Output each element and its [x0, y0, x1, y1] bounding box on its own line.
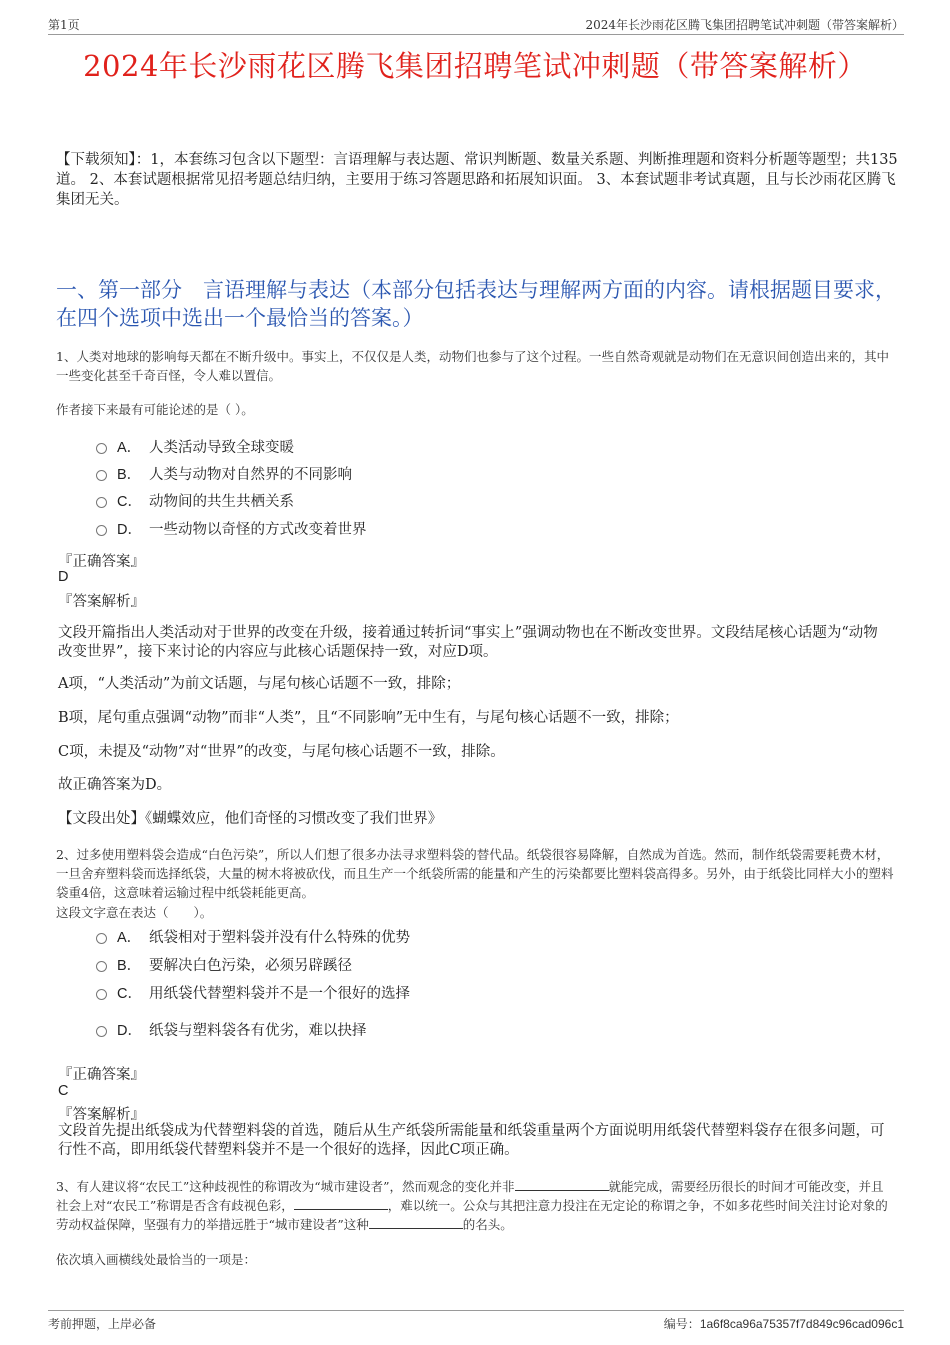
- q1-analysis-b: B项，尾句重点强调“动物”而非“人类”，且“不同影响”无中生有，与尾句核心话题不一致，排除；: [58, 710, 679, 726]
- q1-option-b[interactable]: B． 人类与动物对自然界的不同影响: [96, 463, 352, 483]
- q1-answer-label: 『正确答案』: [58, 554, 145, 570]
- q1-stem: 1、人类对地球的影响每天都在不断升级中。事实上，不仅仅是人类，动物们也参与了这个过程。一些自然奇观就是动物们在无意识间创造出来的，其中一些变化甚至千奇百怪，令人难以置信。: [56, 349, 889, 383]
- fill-blank-2[interactable]: [294, 1197, 388, 1210]
- q2-option-a[interactable]: A． 纸袋相对于塑料袋并没有什么特殊的优势: [96, 926, 410, 946]
- q2-option-b[interactable]: B． 要解决白色污染，必须另辟蹊径: [96, 954, 352, 974]
- q2-analysis-label: 『答案解析』: [58, 1107, 145, 1123]
- fill-blank-1[interactable]: [515, 1178, 609, 1191]
- radio-icon[interactable]: [96, 443, 107, 454]
- header-doc-title: 2024年长沙雨花区腾飞集团招聘笔试冲刺题（带答案解析）: [585, 18, 904, 32]
- download-notice: 【下载须知】：1，本套练习包含以下题型：言语理解与表达题、常识判断题、数量关系题、判断推理题和资料分析题等题型；共135道。 2、本套试题根据常见招考题总结归纳，主要用于练习答题思路和拓展知识面。 3、本套试题非考试真题，且与长沙雨花区腾飞集团无关。: [56, 152, 898, 208]
- page-title: 2024年长沙雨花区腾飞集团招聘笔试冲刺题（带答案解析）: [83, 49, 867, 83]
- q1-option-c[interactable]: C． 动物间的共生共栖关系: [96, 490, 294, 510]
- radio-icon[interactable]: [96, 525, 107, 536]
- page-footer: [48, 1310, 904, 1335]
- q1-analysis-main: 文段开篇指出人类活动对于世界的改变在升级，接着通过转折词“事实上”强调动物也在不断改变世界。文段结尾核心话题为“动物改变世界”，接下来讨论的内容应与此核心话题保持一致，对应D项。: [58, 625, 878, 660]
- q1-source: 【文段出处】《蝴蝶效应，他们奇怪的习惯改变了我们世界》: [58, 811, 443, 827]
- radio-icon[interactable]: [96, 989, 107, 1000]
- radio-icon[interactable]: [96, 933, 107, 944]
- radio-icon[interactable]: [96, 961, 107, 972]
- q3-stem: 3、有人建议将“农民工”这种歧视性的称谓改为“城市建设者”，然而观念的变化并非 就能完成，需要经历很长的时间才可能改变，并且社会上对“农民工”称谓是否含有歧视色彩， ，难以统一。公众与其把注意力投注在无定论的称谓之争，不如多花些时间关注讨论对象的劳动权益保障，坚强有力的举措远胜于“城市建设者”这种 的名头。: [56, 1179, 888, 1232]
- q2-question: 这段文字意在表达（ ）。: [56, 905, 213, 920]
- q1-analysis-conclusion: 故正确答案为D。: [58, 777, 172, 793]
- q1-analysis-label: 『答案解析』: [58, 594, 145, 610]
- q2-option-d[interactable]: D． 纸袋与塑料袋各有优劣，难以抉择: [96, 1019, 367, 1039]
- footer-code: 编号：1a6f8ca96a75357f7d849c96cad096c1: [663, 1317, 904, 1331]
- q1-option-d[interactable]: D． 一些动物以奇怪的方式改变着世界: [96, 518, 367, 538]
- q2-answer: C: [58, 1083, 69, 1099]
- q1-analysis-c: C项，未提及“动物”对“世界”的改变，与尾句核心话题不一致，排除。: [58, 744, 505, 760]
- q2-option-c[interactable]: C． 用纸袋代替塑料袋并不是一个很好的选择: [96, 982, 410, 1002]
- q1-question: 作者接下来最有可能论述的是（ ）。: [56, 402, 254, 417]
- q1-option-a[interactable]: A． 人类活动导致全球变暖: [96, 436, 294, 456]
- q2-stem: 2、过多使用塑料袋会造成“白色污染”，所以人们想了很多办法寻求塑料袋的替代品。纸袋很容易降解，自然成为首选。然而，制作纸袋需要耗费木材，一旦舍弃塑料袋而选择纸袋，大量的树木将被砍伐，而且生产一个纸袋所需的能量和产生的污染都要比塑料袋高得多。另外，由于纸袋比同样大小的塑料袋重4倍，这意味着运输过程中纸袋耗能更高。: [56, 847, 894, 900]
- q3-question: 依次填入画横线处最恰当的一项是：: [56, 1252, 257, 1267]
- footer-slogan: 考前押题，上岸必备: [48, 1317, 157, 1331]
- q2-analysis: 文段首先提出纸袋成为代替塑料袋的首选，随后从生产纸袋所需能量和纸袋重量两个方面说明用纸袋代替塑料袋存在很多问题，可行性不高，即用纸袋代替塑料袋并不是一个很好的选择，因此C项正确。: [58, 1123, 885, 1158]
- radio-icon[interactable]: [96, 1026, 107, 1037]
- q2-answer-label: 『正确答案』: [58, 1067, 145, 1083]
- q1-analysis-a: A项，“人类活动”为前文话题，与尾句核心话题不一致，排除；: [58, 676, 461, 692]
- page-header: [48, 14, 904, 35]
- radio-icon[interactable]: [96, 470, 107, 481]
- page-number: 第1页: [48, 18, 80, 32]
- section-title: 一、第一部分 言语理解与表达（本部分包括表达与理解两方面的内容。请根据题目要求，在四个选项中选出一个最恰当的答案。）: [56, 278, 896, 330]
- q1-answer: D: [58, 569, 69, 585]
- radio-icon[interactable]: [96, 497, 107, 508]
- fill-blank-3[interactable]: [369, 1216, 463, 1229]
